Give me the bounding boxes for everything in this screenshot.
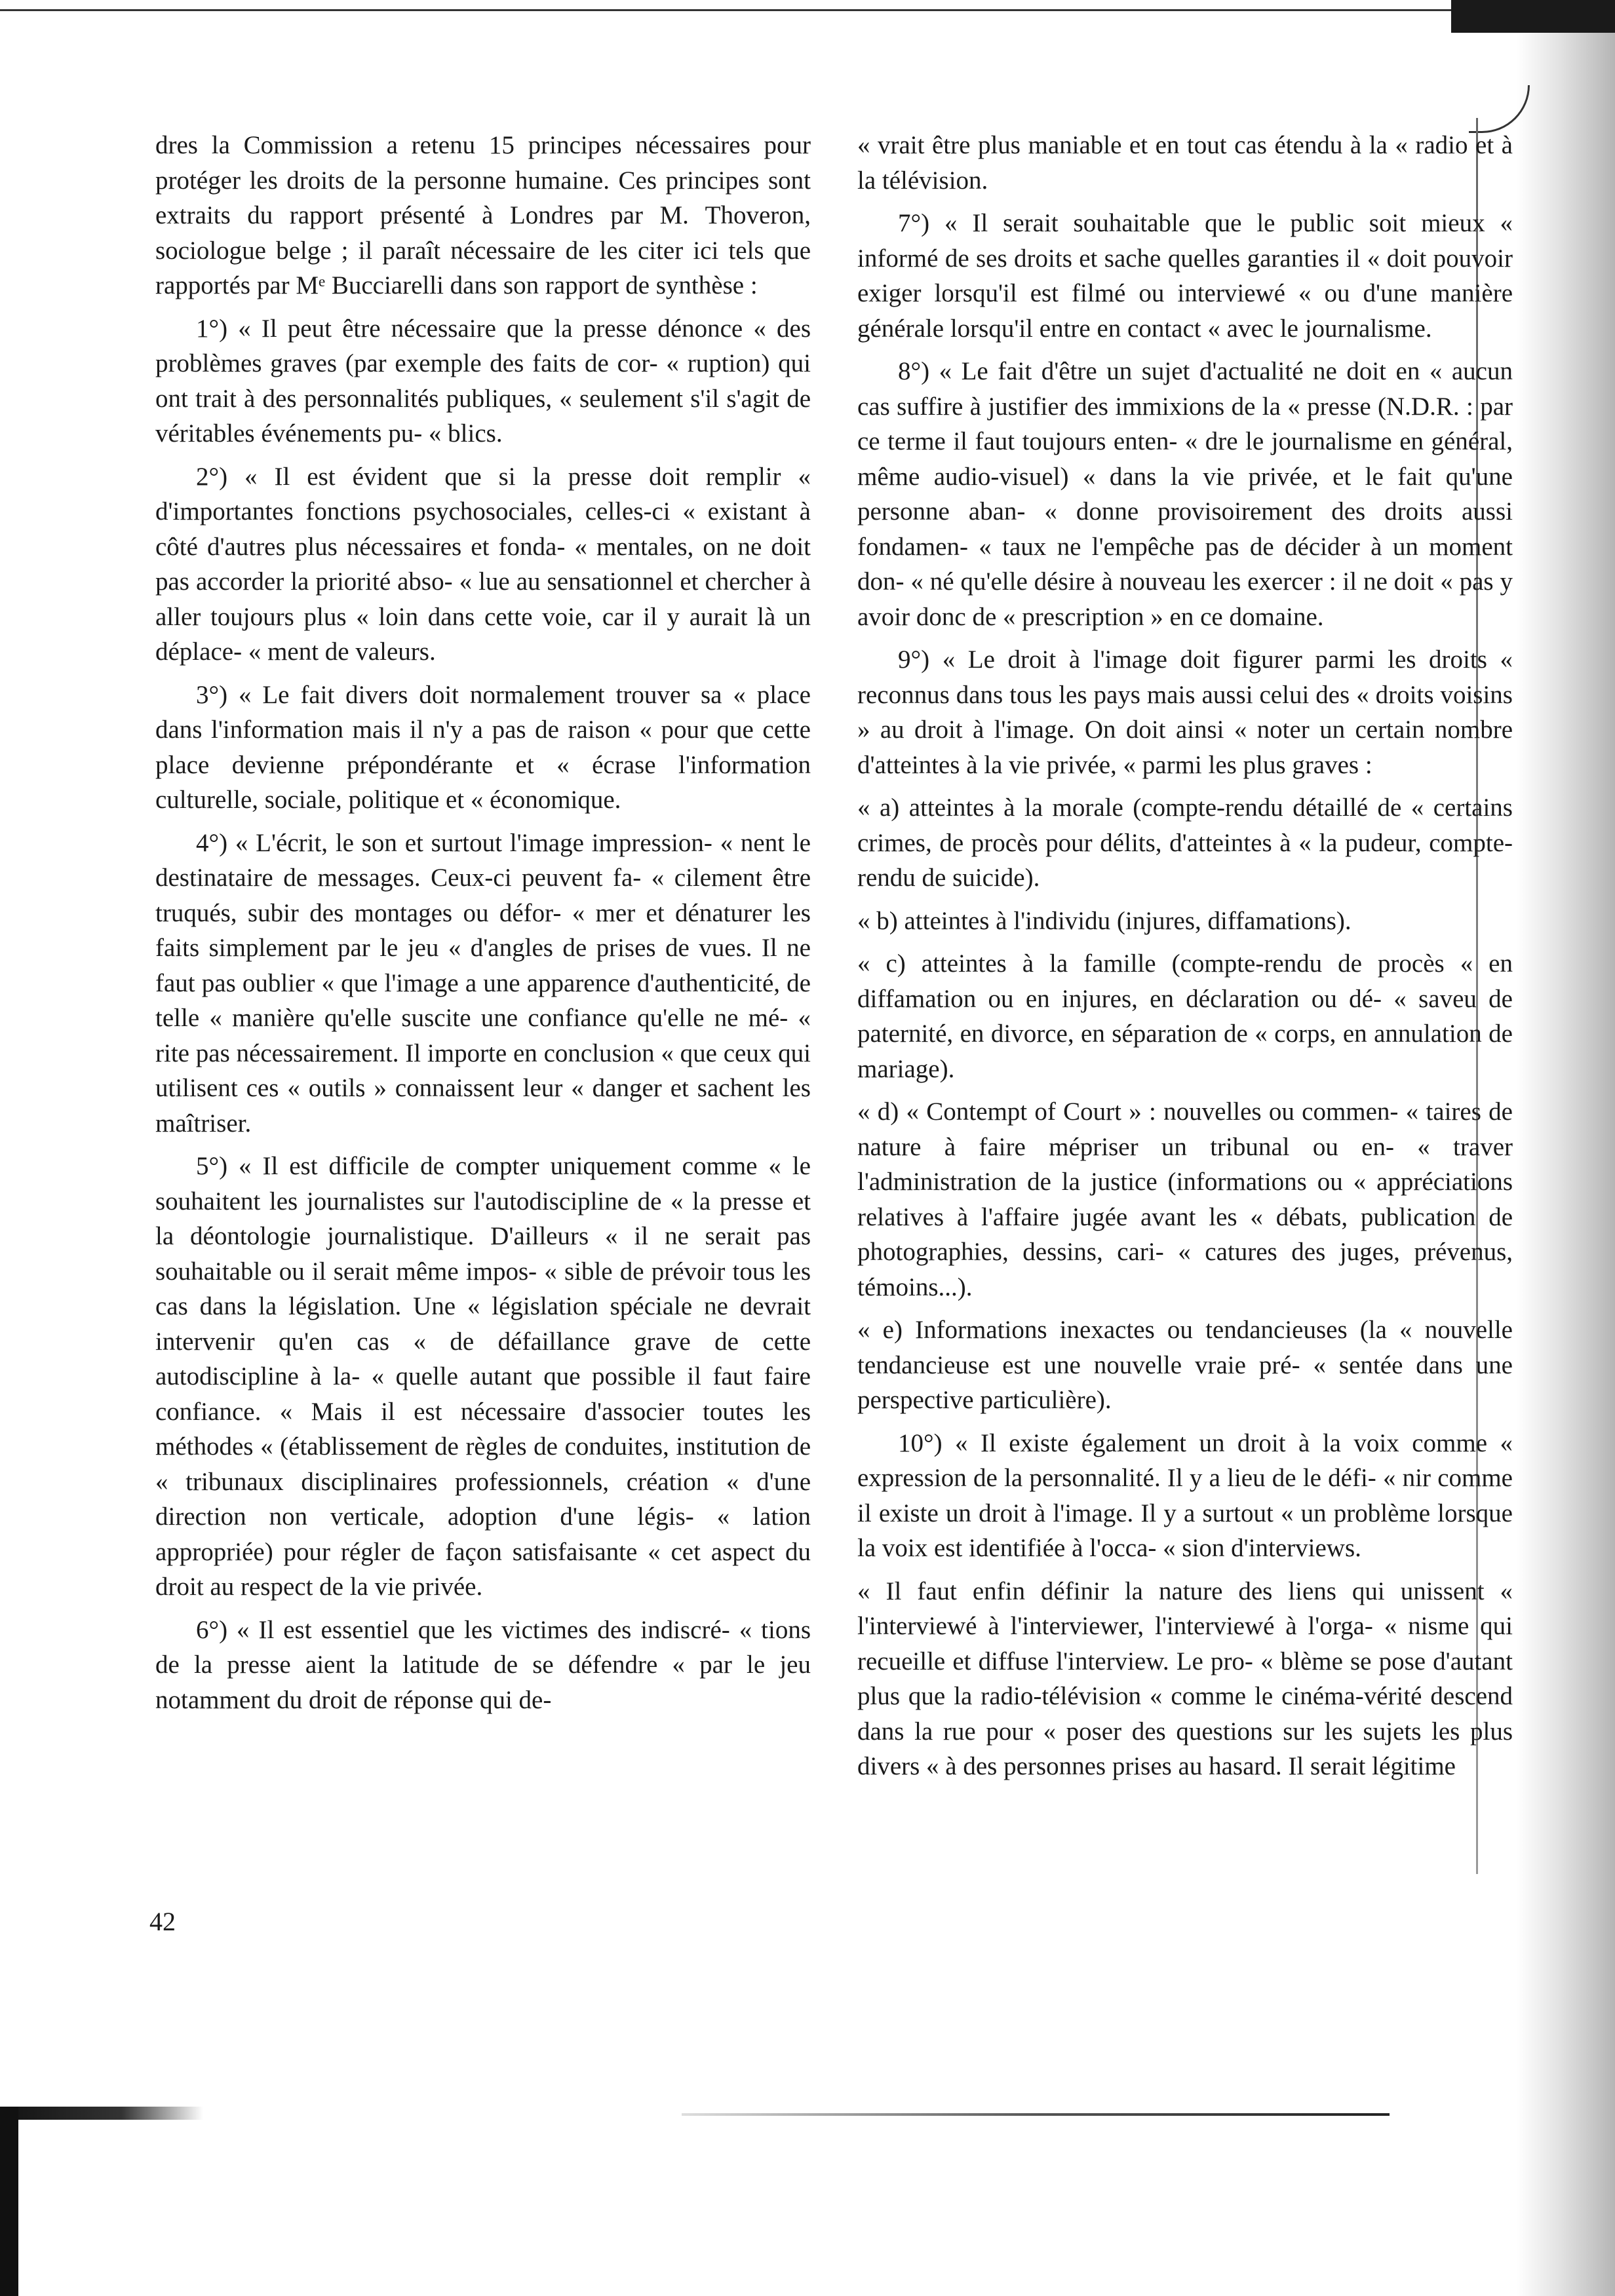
paragraph-principle-4: 4°) « L'écrit, le son et surtout l'image impression- « nent le destinataire de messages. Ceux-ci peuvent fa- « cilement être truqués, subir des montages ou défor- « mer et dénaturer les faits simplement par le jeu « d'angles de prises de vues. Il ne faut pas oublier « que l'image a une apparence d'authenticité, de telle « manière qu'elle suscite une confiance qu'elle ne mé- « rite pas nécessairement. Il importe en conclusion « que ceux qui utilisent ces « outils » connaissent leur « danger et sachent les maîtriser. [155,828,811,1138]
paragraph-principle-7: 7°) « Il serait souhaitable que le public soit mieux « informé de ses droits et sache quelles garanties il « doit pouvoir exiger lorsqu'il est filmé ou interviewé « ou d'une manière générale lorsqu'il entre en contact « avec le journalisme. [857,209,1513,343]
paragraph-item-b: « b) atteintes à l'individu (injures, diffamations). [857,906,1352,935]
page-number: 42 [149,1907,176,1936]
paragraph-item-d: « d) « Contempt of Court » : nouvelles ou commen- « taires de nature à faire mépriser un tribunal ou en- « traver l'administration de la justice (informations ou « appréciations relatives à l'affaire jugée avant les « débats, publication de photographies, dessins, cari- « catures des juges, prévenus, témoins...). [857,1098,1513,1301]
paragraph-principle-10: 10°) « Il existe également un droit à la voix comme « expression de la personnalité. Il y a lieu de le défi- « nir comme il existe un droit à l'image. Il y a surtout « un problème lorsque la voix est identifiée à l'occa- « sion d'interviews. [857,1428,1513,1562]
paragraph-principle-9: 9°) « Le droit à l'image doit figurer parmi les droits « reconnus dans tous les pays mais aussi celui des « droits voisins » au droit à l'image. On doit ainsi « noter un certain nombre d'atteintes à la vie privée, « parmi les plus graves : [857,645,1513,779]
paragraph-interview-links: « Il faut enfin définir la nature des liens qui unissent « l'interviewé à l'interviewer, l'interviewé à l'orga- « nisme qui recueille et diffuse l'interview. Le pro- « blème se pose d'autant plus que la radio-télévision « comme le cinéma-vérité descend dans la rue pour « poser des questions sur les sujets les plus divers « à des personnes prises au hasard. Il serait légitime [857,1577,1513,1780]
paragraph-principle-2: 2°) « Il est évident que si la presse doit remplir « d'importantes fonctions psychosociales, celles-ci « existant à côté d'autres plus nécessaires et fonda- « mentales, on ne doit pas accorder la priorité abso- « lue au sensationnel et chercher à aller toujours plus « loin dans cette voie, car il y aurait là un déplace- « ment de valeurs. [155,462,811,666]
paragraph-intro: dres la Commission a retenu 15 principes nécessaires pour protéger les droits de la personne humaine. Ces principes sont extraits du rapport présenté à Londres par M. Thoveron, sociologue belge ; il paraît nécessaire de les citer ici tels que rapportés par Mᵉ Bucciarelli dans son rapport de synthèse : [155,131,811,299]
paragraph-principle-6: 6°) « Il est essentiel que les victimes des indiscré- « tions de la presse aient la latitude de se défendre « par le jeu notamment du droit de réponse qui de- [155,1615,811,1714]
left-column [155,128,811,1725]
paragraph-principle-8: 8°) « Le fait d'être un sujet d'actualité ne doit en « aucun cas suffire à justifier des immixions de la « presse (N.D.R. : par ce terme il faut toujours enten- « dre le journalisme en général, même audio-visuel) « dans la vie privée, et le fait qu'une personne aban- « donne provisoirement des droits aussi fondamen- « taux ne l'empêche pas de décider à un moment don- « né qu'elle désire à nouveau les exercer : il ne doit « pas y avoir donc de « prescription » en ce domaine. [857,357,1513,631]
paragraph-item-a: « a) atteintes à la morale (compte-rendu détaillé de « certains crimes, de procès pour délits, d'atteintes à « la pudeur, compte-rendu de suicide). [857,794,1513,892]
right-column [857,128,1513,1792]
scan-bottom-dash [682,2113,1390,2116]
paragraph-principle-6-continued: « vrait être plus maniable et en tout cas étendu à la « radio et à la télévision. [857,131,1513,195]
scan-corner-top [1451,0,1615,33]
paragraph-principle-5: 5°) « Il est difficile de compter uniquement comme « le souhaitent les journalistes sur l'autodiscipline de « la presse et la déontologie journalistique. D'ailleurs « il ne serait pas souhaitable ou il serait même impos- « sible de prévoir tous les cas dans la législation. Une « législation spéciale ne devrait intervenir qu'en cas « de défaillance grave de cette autodiscipline à la- « quelle autant que possible il faut faire confiance. « Mais il est nécessaire d'associer toutes les méthodes « (établissement de règles de conduites, institution de « tribunaux disciplinaires professionnels, création « d'une direction non verticale, adoption d'une légis- « lation appropriée) pour régler de façon satisfaisante « cet aspect du droit au respect de la vie privée. [155,1152,811,1601]
scan-edge-shadow [1517,0,1615,2296]
scan-bottom-bar [0,2107,203,2120]
scan-bottom-corner [0,2107,18,2296]
paragraph-principle-1: 1°) « Il peut être nécessaire que la presse dénonce « des problèmes graves (par exemple des faits de cor- « ruption) qui ont trait à des personnalités publiques, « seulement s'il s'agit de véritables événements pu- « blics. [155,314,811,448]
paragraph-item-e: « e) Informations inexactes ou tendancieuses (la « nouvelle tendancieuse est une nouvelle vraie pré- « sentée dans une perspective particulière). [857,1316,1513,1414]
paragraph-principle-3: 3°) « Le fait divers doit normalement trouver sa « place dans l'information mais il n'y a pas de raison « pour que cette place devienne prépondérante et « écrase l'information culturelle, sociale, politique et « économique. [155,680,811,814]
paragraph-item-c: « c) atteintes à la famille (compte-rendu de procès « en diffamation ou en injures, en déclaration ou dé- « saveu de paternité, en divorce, en séparation de « corps, en annulation de mariage). [857,949,1513,1083]
top-rule [0,9,1475,11]
